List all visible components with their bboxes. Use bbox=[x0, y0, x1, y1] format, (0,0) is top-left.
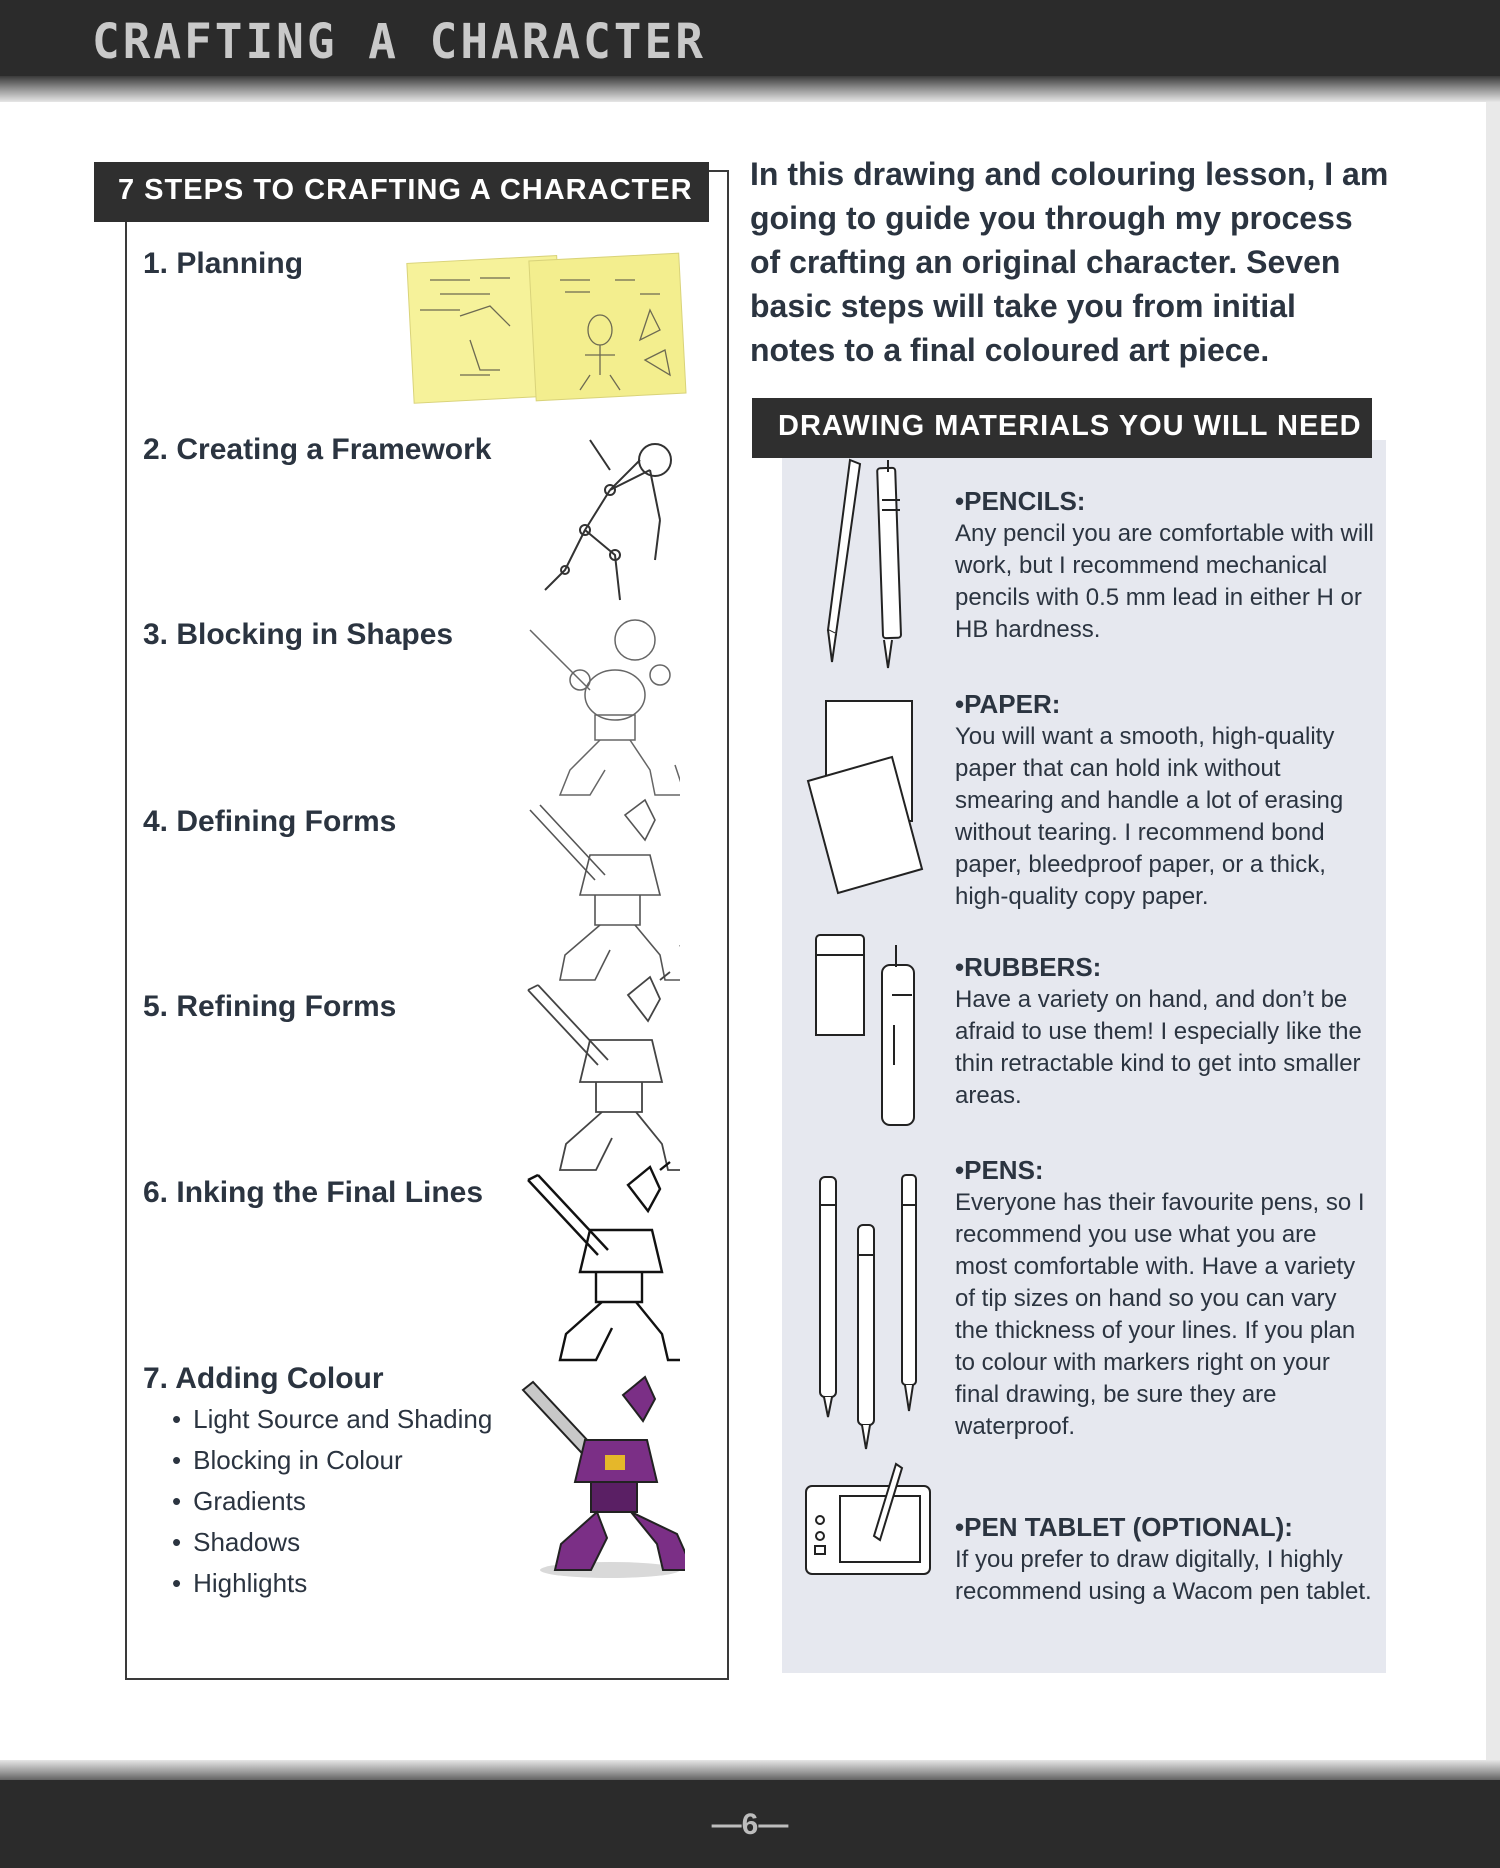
material-pen-tablet bbox=[955, 1510, 1375, 1608]
sticky-notes-illustration bbox=[400, 250, 700, 410]
inked-lines-illustration bbox=[520, 1160, 680, 1365]
step-adding-colour: 7. Adding Colour bbox=[143, 1362, 384, 1395]
colour-subitems-list bbox=[172, 1404, 492, 1609]
intro-paragraph: In this drawing and colouring lesson, I am going to guide you through my process of crafting an original character. Seven basic steps will take you from initial notes to a final coloured art piece. bbox=[750, 156, 1389, 368]
pens-icon bbox=[810, 1165, 930, 1455]
material-pens bbox=[955, 1153, 1375, 1443]
material-title: • PEN TABLET (OPTIONAL): bbox=[955, 1510, 1375, 1544]
page-edge-shadow bbox=[1486, 102, 1500, 1762]
stick-framework-illustration bbox=[520, 420, 680, 620]
page-number: —6— bbox=[711, 1808, 789, 1841]
material-description: Everyone has their favourite pens, so I recommend you use what you are most comfortable with. Have a variety of tip sizes on hand so you can vary the thickness of your lines. If you plan to colour with markers right on your final drawing, be sure they are waterproof. bbox=[955, 1189, 1365, 1440]
material-pencils bbox=[955, 484, 1375, 646]
subitem-shadows: • Shadows bbox=[172, 1527, 492, 1568]
step-defining-forms: 4. Defining Forms bbox=[143, 805, 397, 838]
coloured-robot-illustration bbox=[515, 1370, 685, 1580]
rubbers-icon bbox=[810, 925, 930, 1135]
subitem-light-source: • Light Source and Shading bbox=[172, 1404, 492, 1445]
blocking-shapes-illustration bbox=[520, 600, 680, 800]
refining-forms-illustration bbox=[520, 970, 680, 1175]
pen-tablet-icon bbox=[800, 1460, 940, 1580]
step-creating-framework: 2. Creating a Framework bbox=[143, 433, 492, 466]
paper-icon bbox=[800, 695, 930, 895]
materials-heading: DRAWING MATERIALS YOU WILL NEED bbox=[752, 398, 1372, 458]
step-planning: 1. Planning bbox=[143, 247, 304, 280]
step-refining-forms: 5. Refining Forms bbox=[143, 990, 397, 1023]
material-description: Have a variety on hand, and don’t be afraid to use them! I especially like the thin retractable kind to get into smaller areas. bbox=[955, 986, 1362, 1109]
material-title: • PAPER: bbox=[955, 687, 1375, 721]
material-paper bbox=[955, 687, 1375, 913]
page-title: CRAFTING A CHARACTER bbox=[92, 12, 706, 70]
subitem-blocking-colour: • Blocking in Colour bbox=[172, 1445, 492, 1486]
step-blocking-shapes: 3. Blocking in Shapes bbox=[143, 618, 454, 651]
material-title: • PENS: bbox=[955, 1153, 1375, 1187]
step-inking-lines: 6. Inking the Final Lines bbox=[143, 1176, 484, 1209]
pencils-icon bbox=[800, 450, 930, 670]
header-gradient-strip bbox=[0, 76, 1500, 102]
material-description: Any pencil you are comfortable with will work, but I recommend mechanical pencils with 0.5 mm lead in either H or HB hardness. bbox=[955, 520, 1374, 643]
material-rubbers bbox=[955, 950, 1375, 1112]
material-description: If you prefer to draw digitally, I highly recommend using a Wacom pen tablet. bbox=[955, 1546, 1372, 1605]
material-description: You will want a smooth, high-quality paper that can hold ink without smearing and handle a lot of erasing without tearing. I recommend bond paper, bleedproof paper, or a thick, high-quality copy paper. bbox=[955, 723, 1344, 910]
subitem-highlights: • Highlights bbox=[172, 1568, 492, 1609]
steps-heading: 7 STEPS TO CRAFTING A CHARACTER bbox=[94, 162, 709, 222]
subitem-gradients: • Gradients bbox=[172, 1486, 492, 1527]
material-title: • RUBBERS: bbox=[955, 950, 1375, 984]
material-title: • PENCILS: bbox=[955, 484, 1375, 518]
defining-forms-illustration bbox=[520, 785, 680, 985]
